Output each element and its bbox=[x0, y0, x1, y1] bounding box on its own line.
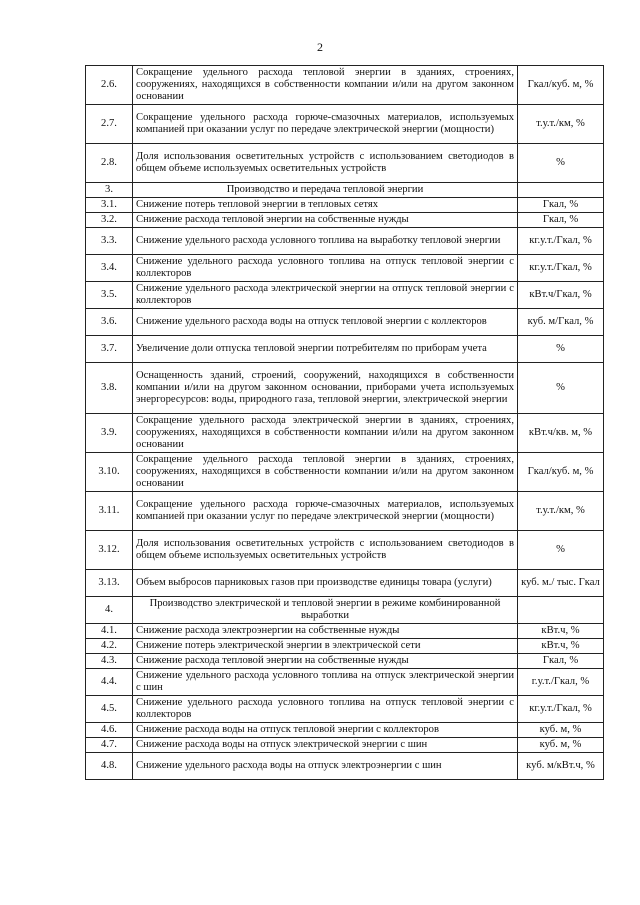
table-row bbox=[86, 453, 604, 492]
row-unit-cell: Гкал/куб. м, % bbox=[518, 66, 604, 105]
row-unit-cell: кВт.ч, % bbox=[518, 639, 604, 654]
row-name-cell: Снижение удельного расхода воды на отпуск тепловой энергии с коллекторов bbox=[133, 309, 518, 336]
table-row bbox=[86, 669, 604, 696]
row-name-cell: Производство электрической и тепловой энергии в режиме комбинированной выработки bbox=[133, 597, 518, 624]
row-unit-cell bbox=[518, 183, 604, 198]
row-unit-cell: куб. м, % bbox=[518, 723, 604, 738]
page-number: 2 bbox=[317, 40, 323, 54]
row-number-cell: 4.6. bbox=[86, 723, 133, 738]
row-number-cell: 3.7. bbox=[86, 336, 133, 363]
table-row bbox=[86, 144, 604, 183]
row-unit-cell: Гкал, % bbox=[518, 654, 604, 669]
row-name-cell: Снижение потерь электрической энергии в электрической сети bbox=[133, 639, 518, 654]
row-number-cell: 3.12. bbox=[86, 531, 133, 570]
row-name-cell: Снижение удельного расхода условного топлива на отпуск тепловой энергии с коллекторов bbox=[133, 255, 518, 282]
row-unit-cell: Гкал, % bbox=[518, 213, 604, 228]
table-row bbox=[86, 639, 604, 654]
row-unit-cell: кг.у.т./Гкал, % bbox=[518, 255, 604, 282]
row-name-cell: Снижение расхода воды на отпуск тепловой энергии с коллекторов bbox=[133, 723, 518, 738]
row-name-cell: Снижение удельного расхода воды на отпуск электроэнергии с шин bbox=[133, 753, 518, 780]
row-unit-cell: кВт.ч/кв. м, % bbox=[518, 414, 604, 453]
row-number-cell: 3.1. bbox=[86, 198, 133, 213]
row-number-cell: 3.2. bbox=[86, 213, 133, 228]
table-row bbox=[86, 255, 604, 282]
row-number-cell: 3.11. bbox=[86, 492, 133, 531]
row-unit-cell: % bbox=[518, 531, 604, 570]
row-number-cell: 4. bbox=[86, 597, 133, 624]
row-number-cell: 4.4. bbox=[86, 669, 133, 696]
table-row bbox=[86, 414, 604, 453]
row-name-cell: Снижение удельного расхода условного топлива на отпуск электрической энергии с шин bbox=[133, 669, 518, 696]
row-unit-cell: куб. м/кВт.ч, % bbox=[518, 753, 604, 780]
row-number-cell: 3.9. bbox=[86, 414, 133, 453]
section-row bbox=[86, 183, 604, 198]
row-number-cell: 4.3. bbox=[86, 654, 133, 669]
row-number-cell: 4.5. bbox=[86, 696, 133, 723]
row-number-cell: 2.7. bbox=[86, 105, 133, 144]
row-unit-cell: куб. м, % bbox=[518, 738, 604, 753]
row-unit-cell: кВт.ч/Гкал, % bbox=[518, 282, 604, 309]
row-number-cell: 3. bbox=[86, 183, 133, 198]
table-row bbox=[86, 105, 604, 144]
table-row bbox=[86, 213, 604, 228]
table-row bbox=[86, 66, 604, 105]
row-number-cell: 2.6. bbox=[86, 66, 133, 105]
table-row bbox=[86, 228, 604, 255]
row-unit-cell: куб. м./ тыс. Гкал bbox=[518, 570, 604, 597]
table-row bbox=[86, 336, 604, 363]
table-row bbox=[86, 624, 604, 639]
table-row bbox=[86, 363, 604, 414]
table-row bbox=[86, 531, 604, 570]
row-name-cell: Сокращение удельного расхода тепловой энергии в зданиях, строениях, сооружениях, находящихся в собственности компании и/или на другом законном основании bbox=[133, 453, 518, 492]
row-unit-cell: кВт.ч, % bbox=[518, 624, 604, 639]
table-row bbox=[86, 654, 604, 669]
table-row bbox=[86, 696, 604, 723]
row-number-cell: 3.6. bbox=[86, 309, 133, 336]
row-unit-cell: кг.у.т./Гкал, % bbox=[518, 228, 604, 255]
row-number-cell: 4.2. bbox=[86, 639, 133, 654]
row-number-cell: 4.1. bbox=[86, 624, 133, 639]
row-number-cell: 3.3. bbox=[86, 228, 133, 255]
row-name-cell: Сокращение удельного расхода горюче-смазочных материалов, используемых компанией при оказании услуг по передаче электрической энергии (мощности) bbox=[133, 492, 518, 531]
row-name-cell: Снижение удельного расхода электрической энергии на отпуск тепловой энергии с коллекторов bbox=[133, 282, 518, 309]
table-row bbox=[86, 492, 604, 531]
row-name-cell: Доля использования осветительных устройств с использованием светодиодов в общем объеме используемых осветительных устройств bbox=[133, 531, 518, 570]
indicator-table-body bbox=[86, 66, 604, 780]
row-unit-cell: г.у.т./Гкал, % bbox=[518, 669, 604, 696]
row-number-cell: 3.5. bbox=[86, 282, 133, 309]
row-name-cell: Снижение расхода воды на отпуск электрической энергии с шин bbox=[133, 738, 518, 753]
row-name-cell: Снижение расхода тепловой энергии на собственные нужды bbox=[133, 213, 518, 228]
row-number-cell: 3.8. bbox=[86, 363, 133, 414]
table-row bbox=[86, 738, 604, 753]
row-name-cell: Оснащенность зданий, строений, сооружений, находящихся в собственности компании и/или на другом законном основании, приборами учета используемых энергоресурсов: воды, природного газа, тепловой энергии, электрической энергии bbox=[133, 363, 518, 414]
row-number-cell: 4.8. bbox=[86, 753, 133, 780]
table-row bbox=[86, 570, 604, 597]
row-number-cell: 3.4. bbox=[86, 255, 133, 282]
row-name-cell: Сокращение удельного расхода горюче-смазочных материалов, используемых компанией при оказании услуг по передаче электрической энергии (мощности) bbox=[133, 105, 518, 144]
row-number-cell: 2.8. bbox=[86, 144, 133, 183]
row-number-cell: 3.10. bbox=[86, 453, 133, 492]
row-unit-cell: кг.у.т./Гкал, % bbox=[518, 696, 604, 723]
row-unit-cell: % bbox=[518, 144, 604, 183]
section-row bbox=[86, 597, 604, 624]
row-name-cell: Снижение расхода электроэнергии на собственные нужды bbox=[133, 624, 518, 639]
row-unit-cell: % bbox=[518, 336, 604, 363]
row-unit-cell: Гкал/куб. м, % bbox=[518, 453, 604, 492]
row-name-cell: Доля использования осветительных устройств с использованием светодиодов в общем объеме используемых осветительных устройств bbox=[133, 144, 518, 183]
table-row bbox=[86, 282, 604, 309]
row-name-cell: Сокращение удельного расхода тепловой энергии в зданиях, строениях, сооружениях, находящихся в собственности компании и/или на другом законном основании bbox=[133, 66, 518, 105]
table-row bbox=[86, 198, 604, 213]
row-unit-cell: куб. м/Гкал, % bbox=[518, 309, 604, 336]
row-name-cell: Увеличение доли отпуска тепловой энергии потребителям по приборам учета bbox=[133, 336, 518, 363]
table-row bbox=[86, 723, 604, 738]
row-name-cell: Сокращение удельного расхода электрической энергии в зданиях, строениях, сооружениях, находящихся в собственности компании и/или на другом законном основании bbox=[133, 414, 518, 453]
row-name-cell: Снижение расхода тепловой энергии на собственные нужды bbox=[133, 654, 518, 669]
row-unit-cell bbox=[518, 597, 604, 624]
row-unit-cell: т.у.т./км, % bbox=[518, 492, 604, 531]
row-name-cell: Снижение потерь тепловой энергии в тепловых сетях bbox=[133, 198, 518, 213]
row-unit-cell: т.у.т./км, % bbox=[518, 105, 604, 144]
table-row bbox=[86, 753, 604, 780]
indicator-table bbox=[85, 65, 604, 780]
row-unit-cell: % bbox=[518, 363, 604, 414]
row-unit-cell: Гкал, % bbox=[518, 198, 604, 213]
row-name-cell: Снижение удельного расхода условного топлива на отпуск тепловой энергии с коллекторов bbox=[133, 696, 518, 723]
row-name-cell: Производство и передача тепловой энергии bbox=[133, 183, 518, 198]
row-name-cell: Объем выбросов парниковых газов при производстве единицы товара (услуги) bbox=[133, 570, 518, 597]
table-row bbox=[86, 309, 604, 336]
row-number-cell: 3.13. bbox=[86, 570, 133, 597]
row-number-cell: 4.7. bbox=[86, 738, 133, 753]
row-name-cell: Снижение удельного расхода условного топлива на выработку тепловой энергии bbox=[133, 228, 518, 255]
